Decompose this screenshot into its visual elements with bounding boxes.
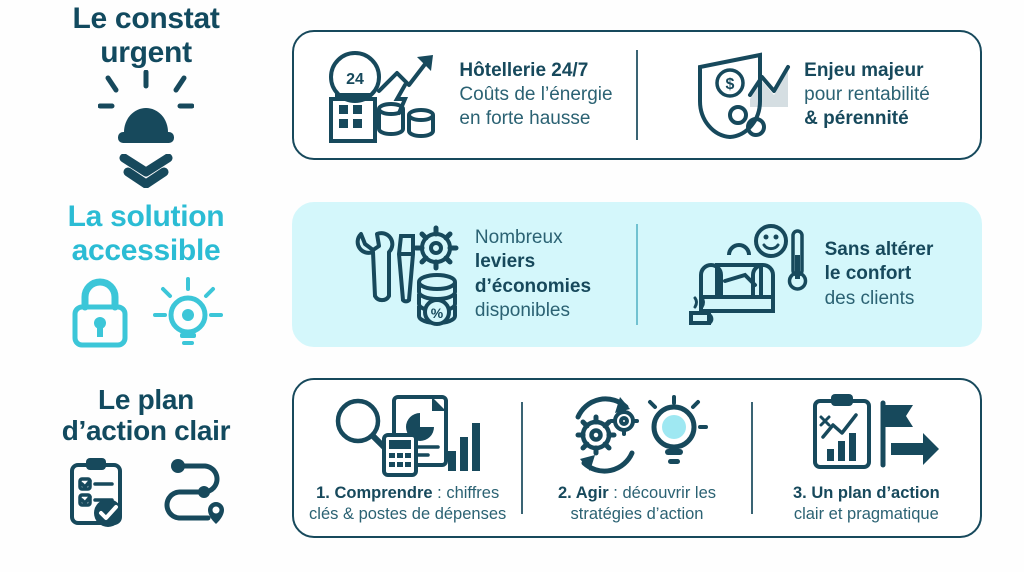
solution-divider [636, 224, 638, 326]
armchair-comfort-thermometer-icon [685, 221, 813, 329]
constat-cell-1-text: Hôtellerie 24/7 Coûts de l’énergie en forte hausse [459, 59, 613, 130]
plan-left-block [0, 368, 292, 548]
clipboard-check-icon [62, 455, 134, 531]
svg-text:$: $ [725, 76, 735, 93]
chevron-double-down-icon [116, 154, 176, 188]
section-solution-accessible [0, 192, 1004, 357]
alarm-siren-icon [98, 70, 194, 148]
solution-cell-2-text: Sans altérer le confort des clients [824, 239, 934, 309]
svg-text:24: 24 [346, 71, 365, 88]
clock-hotel-energy-icon [317, 47, 447, 143]
padlock-icon [67, 275, 133, 349]
section-plan-action [0, 368, 1004, 548]
shield-dollar-chart-icon [688, 47, 792, 143]
solution-cell-1-text: Nombreux leviers d’économies disponibles [474, 226, 592, 321]
plan-cell-3-text: 3. Un plan d’action clair et pragmatique [792, 483, 940, 523]
section-constat-urgent [0, 2, 1004, 170]
solution-left-block [0, 192, 292, 357]
solution-cell-1 [294, 204, 636, 345]
plan-panel [292, 378, 982, 538]
route-map-icon [160, 454, 230, 532]
constat-cell-1 [294, 32, 636, 158]
solution-panel [292, 202, 982, 347]
constat-panel [292, 30, 982, 160]
gears-lightbulb-icon [562, 391, 712, 477]
plan-cell-3 [753, 380, 980, 536]
plan-cell-1 [294, 380, 521, 536]
constat-left-block [0, 2, 292, 170]
constat-cell-2-text: Enjeu majeur pour rentabilité & pérennité [804, 59, 930, 130]
plan-headline: Le plan d’action clair [61, 383, 231, 446]
plan-cell-1-text: 1. Comprendre : chiffres clés & postes de dépenses [309, 483, 507, 523]
constat-divider [636, 50, 638, 141]
solution-cell-2 [638, 204, 980, 345]
magnifier-calculator-report-icon [328, 391, 488, 477]
constat-cell-2 [638, 32, 980, 158]
plan-divider-1 [521, 402, 523, 514]
plan-divider-2 [751, 402, 753, 514]
svg-text:%: % [430, 304, 444, 321]
constat-headline: Le constat urgent [72, 2, 220, 69]
lightbulb-gear-icon [151, 275, 225, 349]
plan-cell-2 [523, 380, 750, 536]
wrench-screwdriver-gear-coins-icon [339, 220, 463, 330]
clipboard-chart-flag-arrow-icon [791, 391, 941, 477]
plan-cell-2-text: 2. Agir : découvrir les stratégies d’action [557, 483, 716, 523]
solution-headline: La solution accessible [67, 199, 225, 267]
